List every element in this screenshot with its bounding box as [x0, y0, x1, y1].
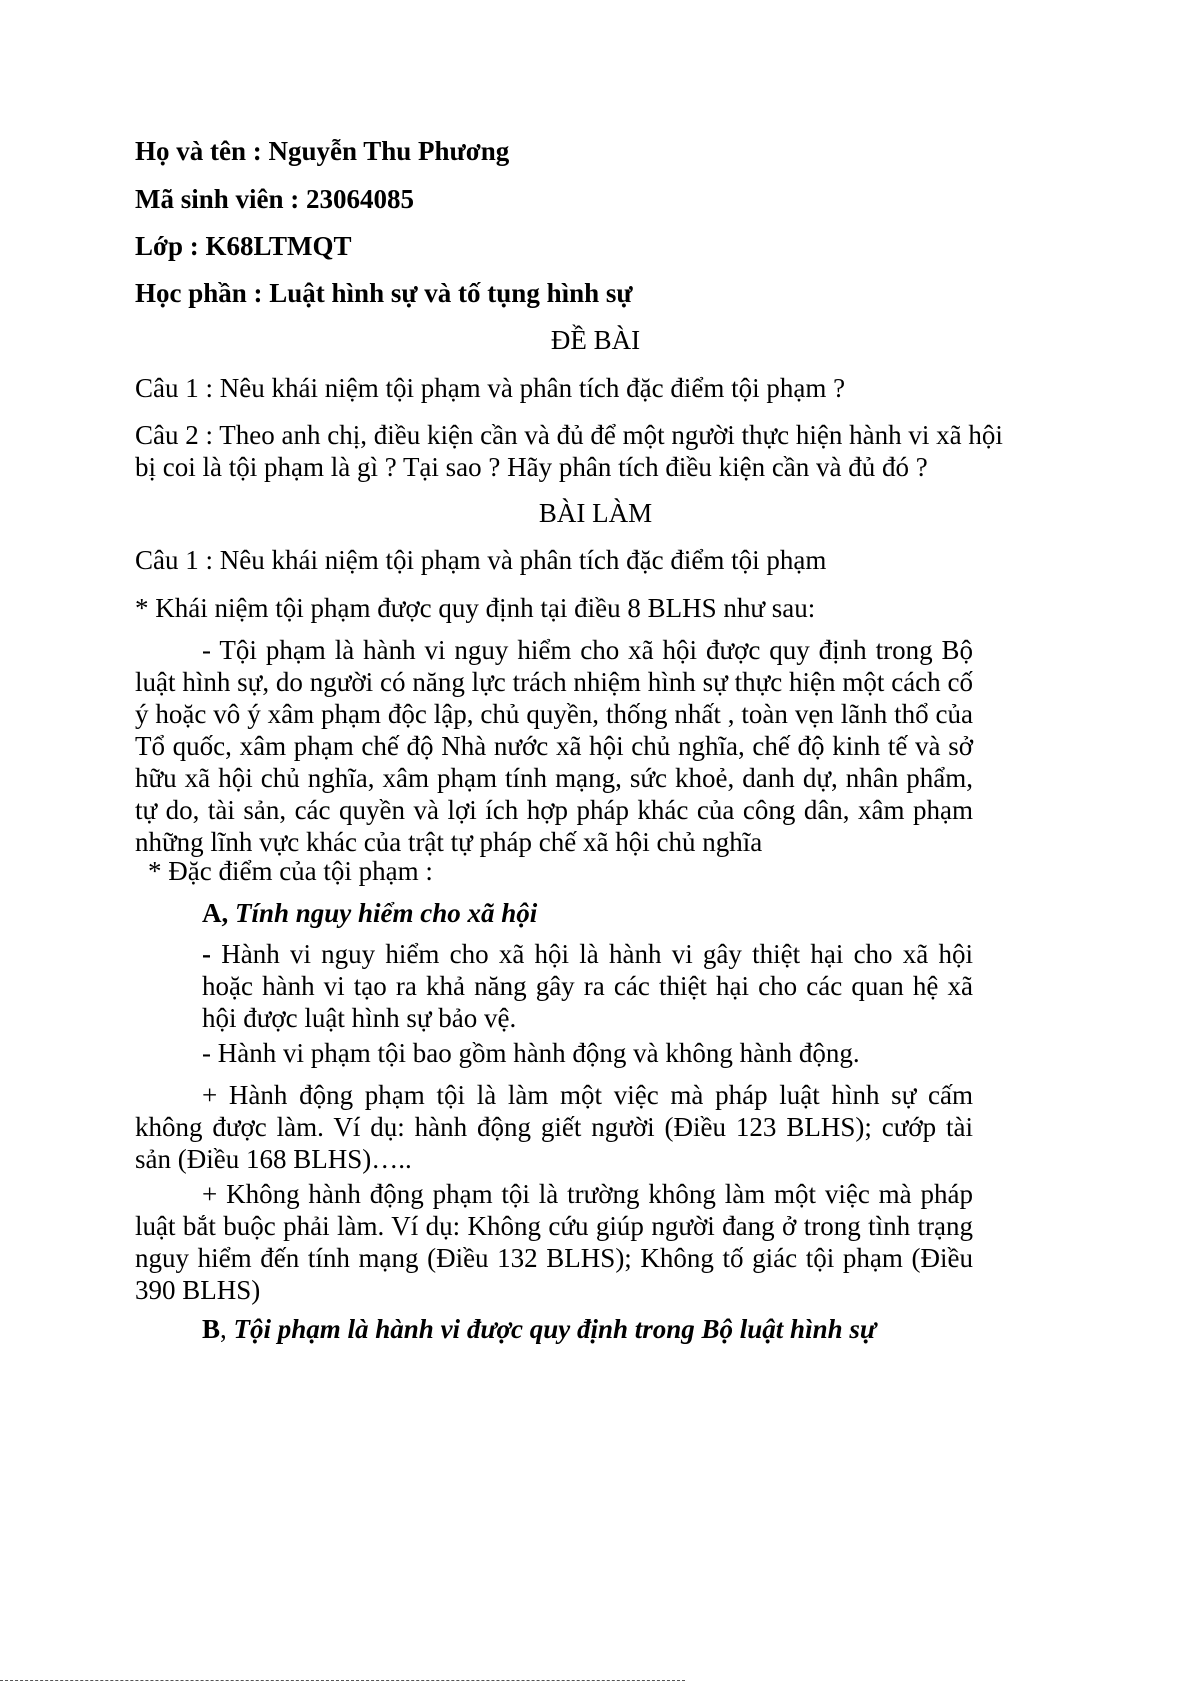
question-2-line-1: Câu 2 : Theo anh chị, điều kiện cần và đủ để một người thực hiện hành vi xã hội	[135, 420, 1003, 450]
concept-heading: * Khái niệm tội phạm được quy định tại điều 8 BLHS như sau:	[135, 593, 816, 623]
feature-a-paragraph-2: - Hành vi phạm tội bao gồm hành động và không hành động.	[202, 1038, 860, 1068]
assignment-title: ĐỀ BÀI	[550, 325, 641, 355]
features-heading: * Đặc điểm của tội phạm :	[148, 856, 433, 886]
course-name: Học phần : Luật hình sự và tố tụng hình sự	[135, 278, 633, 308]
student-name: Họ và tên : Nguyễn Thu Phương	[135, 136, 510, 166]
student-id: Mã sinh viên : 23064085	[135, 184, 415, 214]
student-class: Lớp : K68LTMQT	[135, 231, 352, 261]
question-2-line-2: bị coi là tội phạm là gì ? Tại sao ? Hãy phân tích điều kiện cần và đủ đó ?	[135, 452, 928, 482]
feature-a-heading	[202, 897, 537, 929]
answer-title: BÀI LÀM	[538, 498, 653, 528]
feature-b-heading	[202, 1313, 876, 1345]
feature-a-p1-text: Hành vi nguy hiểm cho xã hội là hành vi gây thiệt hại cho xã hội hoặc hành vi tạo ra khả năng gây ra các thiệt hại cho các quan hệ xã hội được luật hình sự bảo vệ.	[202, 939, 973, 1033]
feature-a-paragraph-3: + Hành động phạm tội là làm một việc mà pháp luật hình sự cấm không được làm. Ví dụ: hành động giết người (Điều 123 BLHS); cướp tài sản (Điều 168 BLHS)…..	[135, 1080, 973, 1174]
question-1: Câu 1 : Nêu khái niệm tội phạm và phân tích đặc điểm tội phạm ?	[135, 373, 846, 403]
feature-b-prefix: B	[202, 1314, 221, 1344]
answer-q1-heading: Câu 1 : Nêu khái niệm tội phạm và phân tích đặc điểm tội phạm	[135, 545, 827, 575]
concept-body: - Tội phạm là hành vi nguy hiểm cho xã hội được quy định trong Bộ luật hình sự, do người có năng lực trách nhiệm hình sự thực hiện một cách cố ý hoặc vô ý xâm phạm độc lập, chủ quyền, thống nhất , toàn vẹn lãnh thổ của Tổ quốc, xâm phạm chế độ Nhà nước xã hội chủ nghĩa, chế độ kinh tế và sở hữu xã hội chủ nghĩa, xâm phạm tính mạng, sức khoẻ, danh dự, nhân phẩm, tự do, tài sản, các quyền và lợi ích hợp pháp khác của công dân, xâm phạm những lĩnh vực khác của trật tự pháp chế xã hội chủ nghĩa	[135, 635, 973, 857]
feature-a-prefix: A,	[202, 898, 235, 928]
feature-a-paragraph-4: + Không hành động phạm tội là trường không làm một việc mà pháp luật bắt buộc phải làm. Ví dụ: Không cứu giúp người đang ở trong tình trạng nguy hiểm đến tính mạng (Điều 132 BLHS); Không tố giác tội phạm (Điều 390 BLHS)	[135, 1179, 973, 1305]
feature-a-title: Tính nguy hiểm cho xã hội	[235, 898, 538, 928]
page-bottom-rule	[0, 1680, 685, 1681]
feature-b-sep: ,	[220, 1314, 234, 1344]
feature-b-title: Tội phạm là hành vi được quy định trong Bộ luật hình sự	[233, 1314, 877, 1344]
feature-a-dash: -	[202, 939, 222, 969]
feature-a-paragraph-1	[202, 938, 973, 1034]
